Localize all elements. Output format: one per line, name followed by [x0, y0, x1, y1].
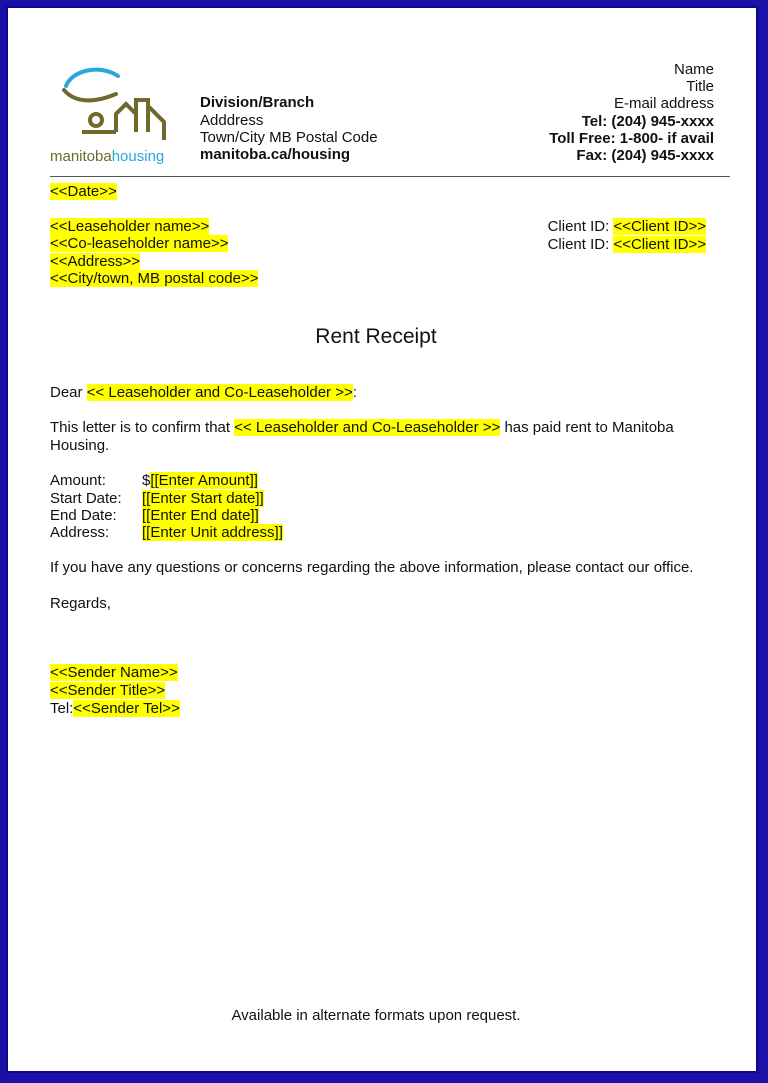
client-id-row-1	[548, 218, 706, 235]
contact-name: Name	[673, 61, 714, 78]
logo-word-housing: housing	[111, 148, 165, 165]
date-placeholder: <<Date>>	[50, 183, 117, 200]
contact-fax: Fax: (204) 945-xxxx	[576, 147, 714, 164]
field-label: Start Date:	[50, 490, 122, 507]
field-value: [[Enter Unit address]]	[142, 524, 283, 541]
client-id-value: <<Client ID>>	[613, 236, 706, 253]
division-address: Adddress	[200, 112, 264, 129]
sender-tel: <<Sender Tel>>	[73, 700, 180, 717]
client-id-row-2	[548, 236, 706, 253]
closing: Regards,	[50, 595, 111, 612]
recipient-address: <<Address>>	[50, 253, 141, 270]
sender-tel-line	[50, 700, 180, 717]
client-id-label: Client ID:	[547, 218, 614, 235]
body-prefix: This letter is to confirm that	[50, 419, 235, 436]
body-line-2: Housing.	[50, 437, 110, 454]
recipient-line-2	[50, 235, 228, 252]
co-leaseholder-name: <<Co-leaseholder name>>	[50, 235, 229, 252]
header-divider	[50, 176, 730, 177]
sender-name-line	[50, 664, 178, 681]
field-value: [[Enter End date]]	[142, 507, 259, 524]
letter-title: Rent Receipt	[315, 325, 437, 348]
field-label: Address:	[50, 524, 110, 541]
letter-page	[6, 6, 758, 1073]
salutation	[50, 384, 357, 401]
body-suffix: has paid rent to Manitoba	[500, 419, 674, 436]
sender-title-line	[50, 682, 165, 699]
body-line-1	[50, 419, 674, 436]
field-start-date	[50, 490, 264, 507]
date-line	[50, 183, 117, 200]
division-name: Division/Branch	[200, 94, 315, 111]
client-id-value: <<Client ID>>	[613, 218, 706, 235]
footer-note: Available in alternate formats upon request.	[231, 1007, 521, 1024]
logo-wordmark	[50, 148, 164, 165]
field-label: Amount:	[50, 472, 106, 489]
sender-tel-label: Tel:	[50, 700, 74, 717]
field-address	[50, 524, 283, 541]
field-label: End Date:	[50, 507, 117, 524]
leaseholder-name: <<Leaseholder name>>	[50, 218, 210, 235]
sender-name: <<Sender Name>>	[50, 664, 178, 681]
recipient-line-1	[50, 218, 209, 235]
contact-email: E-mail address	[613, 95, 714, 112]
contact-title: Title	[686, 78, 714, 95]
salutation-suffix: :	[352, 384, 357, 401]
contact-tel: Tel: (204) 945-xxxx	[581, 113, 714, 130]
recipient-line-4	[50, 270, 258, 287]
logo-word-manitoba: manitoba	[50, 148, 112, 165]
field-amount	[50, 472, 258, 489]
salutation-prefix: Dear	[50, 384, 87, 401]
manitoba-housing-logo-icon	[52, 64, 182, 146]
salutation-name: << Leaseholder and Co-Leaseholder >>	[86, 384, 353, 401]
field-end-date	[50, 507, 259, 524]
body-name: << Leaseholder and Co-Leaseholder >>	[234, 419, 501, 436]
questions-paragraph: If you have any questions or concerns regarding the above information, please contact our office.	[50, 559, 694, 576]
division-website: manitoba.ca/housing	[200, 146, 351, 163]
client-id-label: Client ID:	[547, 236, 614, 253]
recipient-city: <<City/town, MB postal code>>	[50, 270, 259, 287]
contact-tollfree: Toll Free: 1-800- if avail	[549, 130, 714, 147]
sender-title: <<Sender Title>>	[50, 682, 166, 699]
field-value: [[Enter Start date]]	[142, 490, 264, 507]
field-value: [[Enter Amount]]	[150, 472, 258, 489]
field-prefix: $	[142, 472, 151, 489]
recipient-line-3	[50, 253, 140, 270]
division-city: Town/City MB Postal Code	[200, 129, 378, 146]
